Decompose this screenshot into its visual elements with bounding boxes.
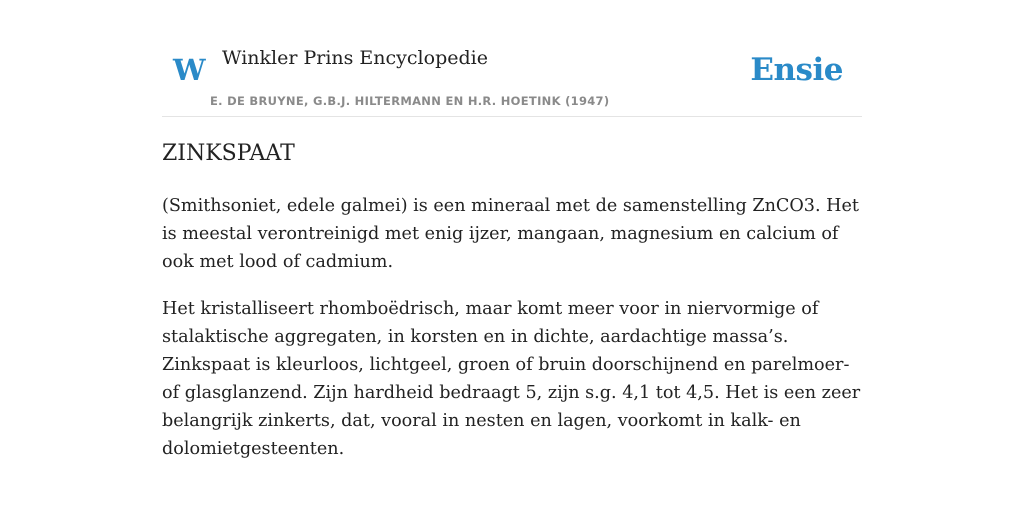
book-title[interactable]: Winkler Prins Encyclopedie bbox=[222, 47, 488, 69]
entry-paragraph: Het kristalliseert rhomboëdrisch, maar komt meer voor in niervormige of stalaktische aggregaten, in korsten en in dichte, aardachtige massa’s. Zinkspaat is kleurloos, lichtgeel, groen of bruin doorschijnend en parelmoer- of glasglanzend. Zijn hardheid bedraagt 5, zijn s.g. 4,1 tot 4,5. Het is een zeer belangrijk zinkerts, dat, vooral in nesten en lagen, voorkomt in kalk- en dolomietgesteenten. bbox=[162, 299, 861, 459]
header bbox=[162, 0, 862, 117]
book-authors: E. DE BRUYNE, G.B.J. HILTERMANN EN H.R. HOETINK (1947) bbox=[210, 94, 610, 108]
entry-paragraph: (Smithsoniet, edele galmei) is een mineraal met de samenstelling ZnCO3. Het is meestal verontreinigd met enig ijzer, mangaan, magnesium en calcium of ook met lood of cadmium. bbox=[162, 196, 859, 272]
ensie-logo-link[interactable]: Ensie bbox=[750, 52, 843, 88]
winkler-prins-logo[interactable]: W bbox=[173, 53, 205, 87]
entry-content bbox=[162, 192, 862, 482]
entry-title: ZINKSPAAT bbox=[162, 141, 295, 166]
